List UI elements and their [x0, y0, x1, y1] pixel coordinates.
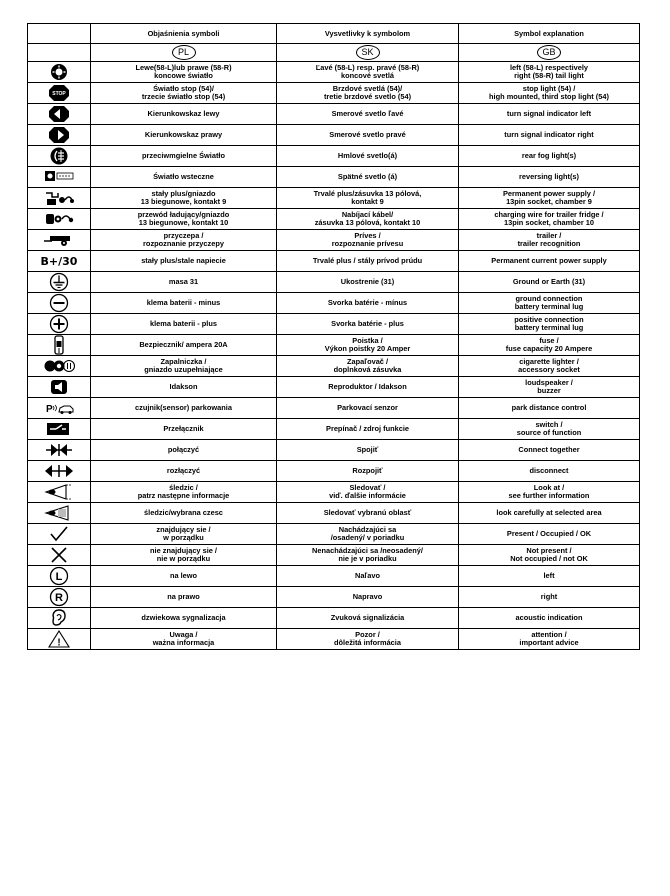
cell-gb: loudspeaker / buzzer [459, 377, 640, 398]
symbol-cell [28, 377, 91, 398]
cell-sk: Brzdové svetlá (54)/ tretie brzdové svetlo (54) [277, 83, 459, 104]
cell-pl: czujnik(sensor) parkowania [91, 398, 277, 419]
symbol-cell [28, 503, 91, 524]
table-row [28, 272, 640, 293]
ear-icon [47, 608, 71, 628]
cell-sk: Naľavo [277, 566, 459, 587]
symbol-cell [28, 356, 91, 377]
tail-light-icon [47, 62, 71, 82]
cell-sk: Zapaľovač / doplnková zásuvka [277, 356, 459, 377]
cell-pl: śledzic / patrz następne informacje [91, 482, 277, 503]
cell-pl: dzwiekowa sygnalizacja [91, 608, 277, 629]
cell-gb: look carefully at selected area [459, 503, 640, 524]
symbol-cell [28, 398, 91, 419]
table-row [28, 566, 640, 587]
cell-gb: reversing light(s) [459, 167, 640, 188]
table-row [28, 293, 640, 314]
cell-pl: masa 31 [91, 272, 277, 293]
symbol-cell [28, 419, 91, 440]
cell-sk: Pozor / dôležitá informácia [277, 629, 459, 650]
cell-pl: rozłączyć [91, 461, 277, 482]
cell-pl: stały plus/gniazdo 13 biegunowe, kontakt 9 [91, 188, 277, 209]
turn-right-icon [47, 125, 71, 145]
cell-gb: left [459, 566, 640, 587]
cell-gb: Look at / see further information [459, 482, 640, 503]
cell-pl: Zapalniczka / gniazdo uzupełniające [91, 356, 277, 377]
ground-icon [47, 272, 71, 292]
switch-icon [44, 419, 74, 439]
cell-sk: Parkovací senzor [277, 398, 459, 419]
minus-terminal-icon [47, 293, 71, 313]
cell-sk: Nachádzajúci sa /osadený/ v poriadku [277, 524, 459, 545]
cell-pl: Światło stop (54)/ trzecie światło stop (54) [91, 83, 277, 104]
cell-sk: Prepínač / zdroj funkcie [277, 419, 459, 440]
cell-gb: cigarette lighter / accessory socket [459, 356, 640, 377]
cell-pl: Światło wsteczne [91, 167, 277, 188]
table-row [28, 377, 640, 398]
cell-sk: Ľavé (58-L) resp. pravé (58-R) koncové svetlá [277, 62, 459, 83]
cell-sk: Spojiť [277, 440, 459, 461]
table-row [28, 335, 640, 356]
table-row [28, 545, 640, 566]
language-badge-gb: GB [537, 45, 561, 60]
cell-gb: right [459, 587, 640, 608]
table-row [28, 587, 640, 608]
symbol-cell [28, 146, 91, 167]
cell-sk: Ukostrenie (31) [277, 272, 459, 293]
table-row [28, 461, 640, 482]
symbol-cell [28, 230, 91, 251]
language-cell-sk [277, 44, 459, 62]
symbol-cell [28, 293, 91, 314]
table-row [28, 83, 640, 104]
svg-text:L: L [55, 571, 63, 583]
cell-gb: turn signal indicator left [459, 104, 640, 125]
cell-sk: Hmlové svetlo(á) [277, 146, 459, 167]
header-gb: Symbol explanation [459, 24, 640, 44]
cell-gb: positive connection battery terminal lug [459, 314, 640, 335]
symbol-cell [28, 482, 91, 503]
cell-sk: Svorka batérie - plus [277, 314, 459, 335]
left-l-icon [47, 566, 71, 586]
symbol-cell [28, 566, 91, 587]
cell-sk: Poistka / Výkon poistky 20 Amper [277, 335, 459, 356]
cell-gb: trailer / trailer recognition [459, 230, 640, 251]
cell-gb: Permanent power supply / 13pin socket, chamber 9 [459, 188, 640, 209]
cell-pl: przewód ładujący/gniazdo 13 biegunowe, kontakt 10 [91, 209, 277, 230]
table-row [28, 440, 640, 461]
turn-left-icon [47, 104, 71, 124]
cell-gb: Present / Occupied / OK [459, 524, 640, 545]
cell-sk: Reproduktor / Idakson [277, 377, 459, 398]
cell-pl: Kierunkowskaz lewy [91, 104, 277, 125]
cell-gb: ground connection battery terminal lug [459, 293, 640, 314]
language-row [28, 44, 640, 62]
check-icon [47, 524, 71, 544]
svg-text:P: P [46, 404, 53, 415]
cell-pl: klema baterii - plus [91, 314, 277, 335]
disconnect-icon [44, 461, 74, 481]
table-row [28, 188, 640, 209]
cell-pl: Uwaga / ważna informacja [91, 629, 277, 650]
cell-sk: Spätné svetlo (á) [277, 167, 459, 188]
charging-wire-icon [44, 209, 74, 229]
symbol-cell [28, 461, 91, 482]
cell-pl: śledzic/wybrana czesc [91, 503, 277, 524]
cell-gb: switch / source of function [459, 419, 640, 440]
table-row [28, 419, 640, 440]
connect-icon [44, 440, 74, 460]
cell-pl: na prawo [91, 587, 277, 608]
cell-gb: acoustic indication [459, 608, 640, 629]
table-row [28, 503, 640, 524]
symbol-cell [28, 587, 91, 608]
cell-sk: Napravo [277, 587, 459, 608]
header-sk: Vysvetlivky k symbolom [277, 24, 459, 44]
b-plus-icon [40, 251, 78, 271]
table-row [28, 125, 640, 146]
symbol-cell [28, 83, 91, 104]
cell-gb: fuse / fuse capacity 20 Ampere [459, 335, 640, 356]
table-row [28, 356, 640, 377]
cell-pl: Przełącznik [91, 419, 277, 440]
header-icon-cell [28, 24, 91, 44]
symbol-cell [28, 272, 91, 293]
table-row [28, 629, 640, 650]
cell-gb: park distance control [459, 398, 640, 419]
stop-light-icon [47, 83, 71, 103]
cell-sk: Trvalé plus / stály prívod prúdu [277, 251, 459, 272]
park-sensor-icon [44, 398, 74, 418]
cell-pl: znajdujący sie / w porządku [91, 524, 277, 545]
cell-gb: Permanent current power supply [459, 251, 640, 272]
fuse-icon [47, 335, 71, 355]
cell-pl: połączyć [91, 440, 277, 461]
table-row [28, 251, 640, 272]
symbol-cell [28, 125, 91, 146]
loudspeaker-icon [47, 377, 71, 397]
svg-text:STOP: STOP [52, 91, 66, 98]
svg-text:!: ! [57, 637, 61, 649]
plus-terminal-icon [47, 314, 71, 334]
cell-pl: przeciwmgielne Światło [91, 146, 277, 167]
cell-sk: Sledovať vybranú oblasť [277, 503, 459, 524]
symbol-cell [28, 62, 91, 83]
cell-sk: Smerové svetlo pravé [277, 125, 459, 146]
table-row [28, 398, 640, 419]
table-row [28, 167, 640, 188]
cell-sk: Nabíjací kábel/ zásuvka 13 pólová, kontakt 10 [277, 209, 459, 230]
symbol-cell [28, 104, 91, 125]
cross-icon [47, 545, 71, 565]
header-row [28, 24, 640, 44]
cell-pl: Bezpiecznik/ ampera 20A [91, 335, 277, 356]
symbol-cell [28, 608, 91, 629]
cell-sk: Rozpojiť [277, 461, 459, 482]
look-at-icon [44, 482, 74, 502]
language-cell-gb [459, 44, 640, 62]
table-row [28, 146, 640, 167]
cigarette-lighter-icon [44, 356, 74, 376]
cell-pl: przyczepa / rozpoznanie przyczepy [91, 230, 277, 251]
cell-gb: rear fog light(s) [459, 146, 640, 167]
table-row [28, 209, 640, 230]
cell-gb: Not present / Not occupied / not OK [459, 545, 640, 566]
cell-gb: stop light (54) / high mounted, third stop light (54) [459, 83, 640, 104]
symbol-cell [28, 524, 91, 545]
cell-sk: Svorka batérie - mínus [277, 293, 459, 314]
look-area-icon [44, 503, 74, 523]
fog-light-icon [47, 146, 71, 166]
table-row [28, 608, 640, 629]
language-badge-pl: PL [172, 45, 196, 60]
cell-sk: Smerové svetlo ľavé [277, 104, 459, 125]
cell-pl: klema baterii - minus [91, 293, 277, 314]
cell-pl: nie znajdujący sie / nie w porządku [91, 545, 277, 566]
cell-pl: Kierunkowskaz prawy [91, 125, 277, 146]
symbol-cell [28, 629, 91, 650]
cell-sk: Príves / rozpoznanie prívesu [277, 230, 459, 251]
table-row [28, 314, 640, 335]
symbol-cell [28, 209, 91, 230]
cell-gb: Ground or Earth (31) [459, 272, 640, 293]
cell-gb: Connect together [459, 440, 640, 461]
table-row [28, 104, 640, 125]
symbol-cell [28, 251, 91, 272]
cell-pl: Idakson [91, 377, 277, 398]
cell-sk: Sledovať / viď. ďalšie informácie [277, 482, 459, 503]
table-row [28, 524, 640, 545]
cell-pl: stały plus/stale napiecie [91, 251, 277, 272]
cell-sk: Trvalé plus/zásuvka 13 pólová, kontakt 9 [277, 188, 459, 209]
symbol-cell [28, 314, 91, 335]
trailer-icon [44, 230, 74, 250]
cell-pl: na lewo [91, 566, 277, 587]
cell-sk: Zvuková signalizácia [277, 608, 459, 629]
svg-text:R: R [55, 592, 63, 604]
table-row [28, 62, 640, 83]
table-row [28, 230, 640, 251]
symbol-cell [28, 440, 91, 461]
language-badge-sk: SK [356, 45, 380, 60]
cell-gb: attention / important advice [459, 629, 640, 650]
cell-pl: Lewe(58-L)lub prawe (58-R) koncowe światło [91, 62, 277, 83]
language-cell-pl [91, 44, 277, 62]
cell-sk: Nenachádzajúci sa /neosadený/ nie je v poriadku [277, 545, 459, 566]
right-r-icon [47, 587, 71, 607]
power-supply-icon [44, 188, 74, 208]
header-pl: Objaśnienia symboli [91, 24, 277, 44]
symbol-explanation-table [27, 23, 640, 650]
reversing-light-icon [44, 167, 74, 187]
language-icon-cell [28, 44, 91, 62]
symbol-cell [28, 188, 91, 209]
cell-gb: left (58-L) respectively right (58-R) tail light [459, 62, 640, 83]
symbol-cell [28, 335, 91, 356]
svg-text:B+/30: B+/30 [40, 255, 78, 268]
symbol-cell [28, 545, 91, 566]
cell-gb: turn signal indicator right [459, 125, 640, 146]
table-row [28, 482, 640, 503]
cell-gb: charging wire for trailer fridge / 13pin socket, chamber 10 [459, 209, 640, 230]
symbol-cell [28, 167, 91, 188]
warning-icon [47, 629, 71, 649]
cell-gb: disconnect [459, 461, 640, 482]
